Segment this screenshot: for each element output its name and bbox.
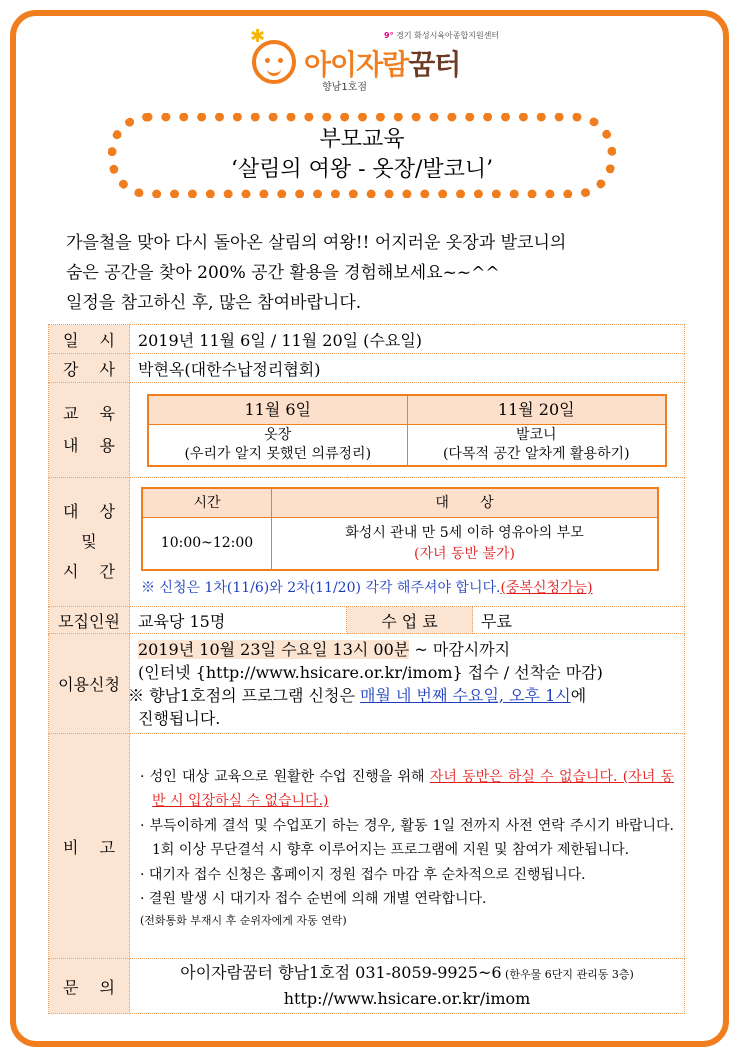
intro-text	[66, 228, 676, 318]
recruit-label: 모집인원	[49, 607, 130, 634]
target-header: 대 상	[272, 488, 659, 518]
content-cell	[130, 383, 685, 478]
row-remarks	[49, 734, 685, 959]
contact-url[interactable]: http://www.hsicare.or.kr/imom	[283, 989, 531, 1008]
remarks-label: 비 고	[49, 734, 130, 959]
remark-item: · 대기자 접수 신청은 홈페이지 정원 접수 마감 후 순차적으로 진행됩니다.	[140, 866, 586, 883]
target-value: 화성시 관내 만 5세 이하 영유아의 부모 (자녀 동반 불가)	[272, 518, 659, 570]
title-box	[108, 113, 616, 198]
contact-cell: 아이자람꿈터 향남1호점 031-8059-9925~6 (한우물 6단지 관리동 3층) http://www.hsicare.or.kr/imom	[130, 959, 685, 1014]
page-title: 부모교육	[319, 127, 405, 152]
logo	[248, 26, 500, 93]
fee-label: 수 업 료	[347, 607, 473, 634]
remark-item: · 성인 대상 교육으로 원활한 수업 진행을 위해 자녀 동반은 하실 수 없습니다. (자녀 동반 시 입장하실 수 없습니다.)	[140, 768, 674, 809]
remark-note: (전화통화 부재시 후 순위자에게 자동 연락)	[140, 913, 347, 927]
apply-label: 이용신청	[49, 634, 130, 734]
row-instructor	[49, 354, 685, 383]
contact-label: 문 의	[49, 959, 130, 1014]
apply-cell: 2019년 10월 23일 수요일 13시 00분 ~ 마감시까지 (인터넷 {http://www.hsicare.or.kr/imom} 접수 / 선착순 마감) ※ 향남1호점의 프로그램 신청은 매월 네 번째 수요일, 오후 1시에 진행됩니다.	[130, 634, 685, 734]
date-label: 일 시	[49, 325, 130, 354]
page-subtitle: ‘살림의 여왕 - 옷장/발코니’	[230, 157, 494, 182]
time-value: 10:00~12:00	[142, 518, 272, 570]
logo-name: 아이자람꿈터	[304, 48, 461, 81]
date-value: 2019년 11월 6일 / 11월 20일 (수요일)	[130, 325, 685, 354]
recruit-value: 교육당 15명	[130, 607, 347, 634]
remarks-cell	[130, 734, 685, 959]
intro-line: 일정을 참고하신 후, 많은 참여바랍니다.	[66, 293, 362, 313]
row-apply	[49, 634, 685, 734]
remark-item: · 부득이하게 결석 및 수업포기 하는 경우, 활동 1일 전까지 사전 연락 주시기 바랍니다. 1회 이상 무단결석 시 향후 이루어지는 프로그램에 지원 및 참여가 제한됩니다.	[140, 817, 674, 858]
row-recruit	[49, 607, 685, 634]
content-col2: 발코니 (다목적 공간 알차게 활용하기)	[407, 424, 666, 466]
remark-item: · 결원 발생 시 대기자 접수 순번에 의해 개별 연락합니다.	[140, 891, 487, 907]
intro-line: 가을철을 맞아 다시 돌아온 살림의 여왕!! 어지러운 옷장과 발코니의	[66, 233, 567, 253]
content-label: 교 육 내 용	[49, 383, 130, 478]
target-label: 대 상 및 시 간	[49, 478, 130, 607]
target-table	[141, 487, 659, 571]
target-cell	[130, 478, 685, 607]
content-table	[147, 394, 667, 467]
intro-line: 숨은 공간을 찾아 200% 공간 활용을 경험해보세요~~^^	[66, 263, 500, 283]
logo-subtitle: 9° 경기 화성시육아종합지원센터	[384, 31, 500, 40]
info-table	[48, 324, 685, 1014]
content-col1: 옷장 (우리가 알지 못했던 의류정리)	[148, 424, 407, 466]
star-icon: ✱	[250, 26, 266, 47]
row-target	[49, 478, 685, 607]
logo-branch: 향남1호점	[322, 82, 368, 93]
time-header: 시간	[142, 488, 272, 518]
smile-face-icon	[252, 40, 296, 84]
content-col2-header: 11월 20일	[407, 395, 666, 425]
content-col1-header: 11월 6일	[148, 395, 407, 425]
target-notice: ※ 신청은 1차(11/6)와 2차(11/20) 각각 해주셔야 합니다.(중복신청가능)	[141, 579, 593, 596]
row-contact	[49, 959, 685, 1014]
instructor-label: 강 사	[49, 354, 130, 383]
fee-value: 무료	[473, 607, 685, 634]
row-date	[49, 325, 685, 354]
instructor-value: 박현옥(대한수납정리협회)	[130, 354, 685, 383]
row-content	[49, 383, 685, 478]
